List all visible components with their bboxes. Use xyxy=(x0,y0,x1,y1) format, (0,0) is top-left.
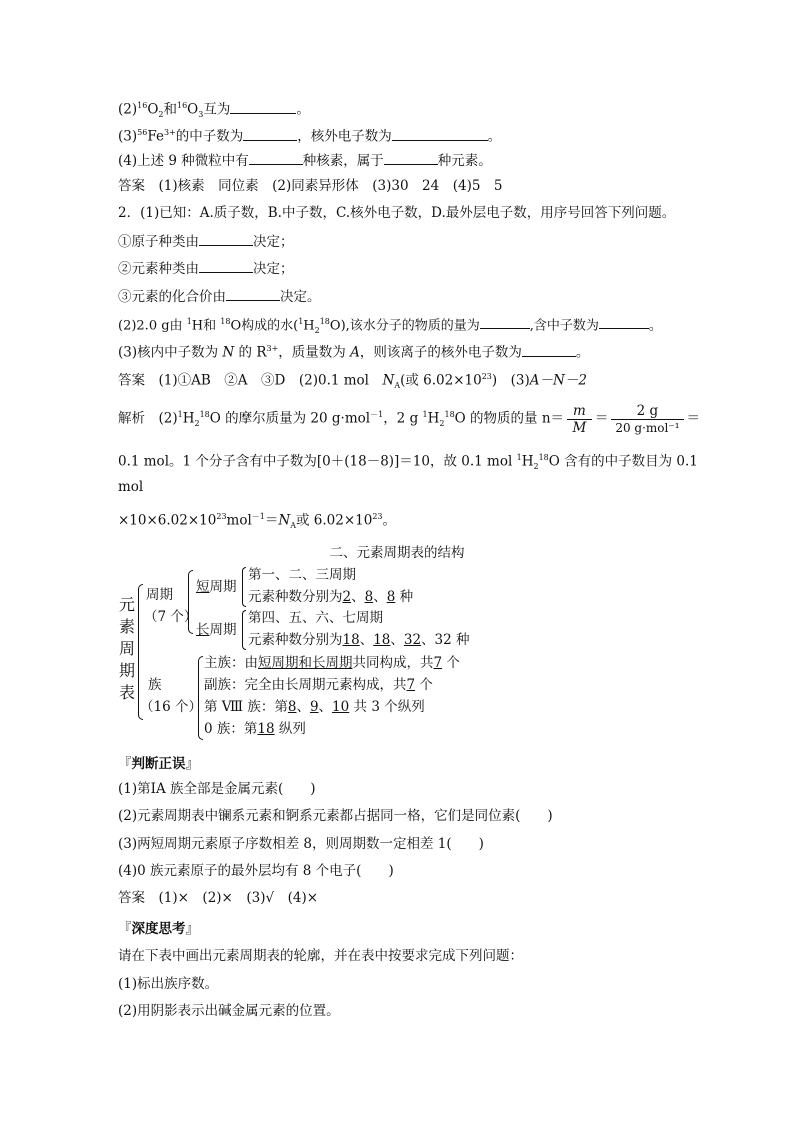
answer-blank[interactable] xyxy=(199,258,253,273)
short-period-brace xyxy=(242,567,246,607)
fraction-mass-over-molar: $\frac{2 g}{\text{20 g·mol⁻¹}}$ xyxy=(611,403,683,436)
fraction-m-over-M: $\frac{m}{M}$ xyxy=(567,403,592,436)
q2-explanation-4: $\times 10\times 6.02\times 10^{23}mol^{-1}=N_A$或 $6.02\times 10^{23}$。 xyxy=(118,512,397,531)
judge-answer: 答案 (1)× (2)× (3)√ (4)× xyxy=(118,890,319,906)
judge-section-tag: 『判断正误』 xyxy=(118,756,199,772)
judge-item-1: (1)第ⅠA 族全部是金属元素( ) xyxy=(118,781,316,797)
section-title: 二、元素周期表的结构 xyxy=(329,545,465,561)
q1-part3: $(3)^{56}Fe^{3+}$的中子数为 ，核外电子数为 。 xyxy=(118,124,501,146)
deep-section-tag: 『深度思考』 xyxy=(118,921,199,937)
judge-item-4: (4)0 族元素原子的最外层均有 8 个电子( ) xyxy=(118,863,394,879)
period-count: （7 个） xyxy=(144,609,198,625)
deep-item-1: (1)标出族序数。 xyxy=(118,976,219,992)
long-period-label: 长周期 xyxy=(196,622,237,638)
q2-item1: ①原子种类由 决定； xyxy=(118,231,294,251)
answer-blank[interactable] xyxy=(599,314,649,329)
answer-blank[interactable] xyxy=(480,314,530,329)
short-period-line2: 元素种数分别为2、8、8 种 xyxy=(248,589,414,605)
short-period-line1: 第一、二、三周期 xyxy=(248,567,356,583)
main-group-line: 主族：由短周期和长周期共同构成，共7 个 xyxy=(204,655,460,671)
long-period-line2: 元素种数分别为18、18、32、32 种 xyxy=(248,632,470,648)
q2-part3: (3)核内中子数为 N 的 $R^{3+}$，质量数为 A，则该离子的核外电子数为 。 xyxy=(118,340,589,362)
answer-blank[interactable] xyxy=(249,150,303,165)
sub-group-line: 副族：完全由长周期元素构成，共7 个 xyxy=(204,677,433,693)
q2-item3: ③元素的化合价由 决定。 xyxy=(118,286,321,306)
group-label: 族 xyxy=(148,677,162,693)
answer-blank[interactable] xyxy=(199,231,253,246)
answer-blank[interactable] xyxy=(384,150,438,165)
judge-item-3: (3)两短周期元素原子序数相差 8，则周期数一定相差 1( ) xyxy=(118,836,484,852)
q1-part2: $(2)^{16}O_2$和$^{16}O_3$互为 。 xyxy=(118,97,310,124)
q1-part4: (4)上述 9 种微粒中有 种核素，属于 种元素。 xyxy=(118,150,492,170)
group-zero-line: 0 族：第18 纵列 xyxy=(204,721,306,737)
q2-intro: 2．(1)已知：A.质子数，B.中子数，C.核外电子数，D.最外层电子数，用序号回答下列问题。 xyxy=(118,205,676,221)
q2-explanation-3: mol xyxy=(118,479,144,495)
q2-explanation: 解析 $(2)^1H_2^{18}O$ 的摩尔质量为 20 g·mol$^{-1}$，2 g $^1H_2^{18}O$ 的物质的量 n＝ $\frac{m}{M}$ ＝ $\frac{2 g}{\text{20 g·mol⁻¹}}$ ＝ xyxy=(118,402,701,436)
answer-blank[interactable] xyxy=(243,126,297,141)
q2-item2: ②元素种类由 决定； xyxy=(118,258,294,278)
group-count: （16 个） xyxy=(140,699,202,715)
deep-item-2: (2)用阴影表示出碱金属元素的位置。 xyxy=(118,1003,340,1019)
deep-intro: 请在下表中画出元素周期表的轮廓，并在表中按要求完成下列问题： xyxy=(118,948,523,964)
period-label: 周期 xyxy=(146,587,173,603)
answer-blank[interactable] xyxy=(230,99,296,114)
answer-blank[interactable] xyxy=(226,286,280,301)
answer-blank[interactable] xyxy=(522,342,576,357)
q2-answer: 答案 (1)①AB ②A ③D (2)0.1 mol $N_A$(或 $6.02\times 10^{23}$) (3)A－N－2 xyxy=(118,372,587,391)
group-brace xyxy=(198,656,203,740)
q2-explanation-2: 0.1 mol。1 个分子含有中子数为[0＋(18－8)]＝10，故 0.1 mol $^1H_2^{18}O$ 含有的中子数目为 0.1 xyxy=(118,453,698,472)
long-period-brace xyxy=(242,610,246,650)
judge-item-2: (2)元素周期表中镧系元素和锕系元素都占据同一格，它们是同位素( ) xyxy=(118,808,553,824)
short-period-label: 短周期 xyxy=(196,579,237,595)
q1-answer: 答案 (1)核素 同位素 (2)同素异形体 (3)30 24 (4)5 5 xyxy=(118,178,503,194)
root-label: 元 素 周 期 表 xyxy=(118,595,135,702)
group-viii-line: 第 Ⅷ 族：第8、9、10 共 3 个纵列 xyxy=(204,699,425,715)
answer-blank[interactable] xyxy=(392,126,488,141)
period-brace xyxy=(188,570,193,634)
q2-part2: (2)2.0 g由 $^1$H和 $^{18}$O构成的水$(^1H_2^{18}O)$,该水分子的物质的量为 ,含中子数为 。 xyxy=(118,313,662,340)
periodic-table-structure-diagram xyxy=(118,566,518,741)
long-period-line1: 第四、五、六、七周期 xyxy=(248,610,383,626)
